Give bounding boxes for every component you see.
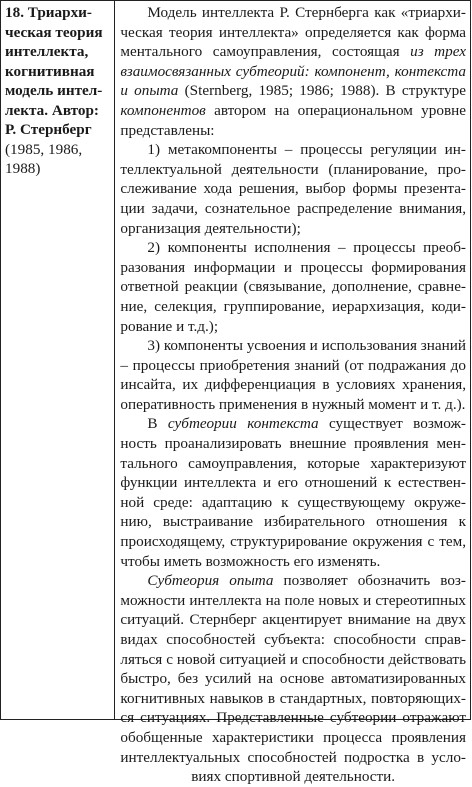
- text-line: [120, 356, 466, 376]
- text-line: [120, 473, 466, 493]
- text-line: [120, 121, 466, 141]
- text-line: [120, 62, 466, 82]
- text-segment: чтобы иметь возможность его изменять.: [120, 552, 381, 570]
- text-segment: видах способностей субъекта: способности справ-: [120, 631, 466, 648]
- text-line: [120, 140, 466, 160]
- topic-line: модель интел-: [5, 82, 103, 99]
- topic-cell: [1, 1, 115, 719]
- text-line: [120, 238, 466, 258]
- text-segment: разования информации и процессы формирования: [120, 258, 466, 276]
- topic-line: когнитивная: [5, 62, 95, 80]
- topic-line: лекта. Автор:: [5, 101, 99, 119]
- text-line: [120, 3, 466, 23]
- italic-text: из трех: [410, 43, 466, 61]
- text-segment: ции задачи, сознательное распределение внимания,: [120, 199, 466, 217]
- text-line: [120, 336, 466, 356]
- text-segment: ческая теория интеллекта» определяется как форма: [120, 23, 466, 41]
- text-line: [120, 454, 466, 474]
- text-segment: интеллектуальных способностей подростка в усло-: [120, 748, 466, 766]
- text-segment: 3) компоненты усвоения и использования знаний: [147, 337, 466, 355]
- text-line: [120, 650, 466, 670]
- topic-line: 18. Триархи-: [5, 4, 92, 21]
- text-segment: нию, выстраивание избирательного отношения к: [120, 513, 466, 531]
- text-line: [120, 689, 466, 709]
- text-line: [120, 277, 466, 297]
- text-segment: В: [147, 415, 168, 433]
- text-line: [120, 199, 466, 219]
- topic-line: 1988): [5, 160, 41, 177]
- text-line: [120, 81, 466, 101]
- text-line: [120, 552, 466, 572]
- text-segment: оперативность применения в нужный момент и т. д.).: [120, 395, 466, 413]
- text-line: [120, 375, 466, 395]
- text-segment: слеживание хода решения, выбор формы презента-: [120, 180, 466, 198]
- text-line: [120, 414, 466, 434]
- text-segment: существует возмож-: [318, 415, 466, 433]
- text-segment: когнитивных навыков в стандартных, повторяющих-: [120, 689, 466, 707]
- text-line: [120, 630, 466, 650]
- text-line: [120, 591, 466, 611]
- text-segment: функции интеллекта и его отношений к естествен-: [120, 474, 466, 492]
- text-segment: позволяет обозначить воз-: [273, 572, 466, 590]
- text-segment: инсайта, их дифференциация в условиях хранения,: [120, 376, 466, 394]
- topic-line: Р. Стернберг: [5, 121, 92, 138]
- text-segment: ность проанализировать внешние проявления мен-: [120, 435, 466, 453]
- text-segment: ситуаций. Стернберг акцентирует внимание на двух: [120, 611, 466, 629]
- text-segment: виях спортивной деятельности.: [191, 768, 396, 786]
- italic-text: Субтеория опыта: [147, 572, 274, 590]
- text-line: [120, 317, 466, 337]
- text-segment: теллектуальной деятельности (планирование, про-: [120, 160, 466, 178]
- text-line: [120, 669, 466, 689]
- topic-line: интеллекта,: [5, 43, 89, 60]
- text-segment: быстро, без усилий на основе автоматизированных: [120, 670, 466, 688]
- text-segment: можности интеллекта на поле новых и стереотипных: [120, 591, 466, 609]
- text-line: [120, 101, 466, 121]
- text-line: [120, 219, 466, 239]
- text-line: [120, 23, 466, 43]
- text-line: [120, 179, 466, 199]
- text-segment: автором на операциональном уровне: [205, 101, 466, 119]
- text-segment: ся ситуациях. Представленные субтеории отражают: [120, 709, 466, 727]
- topic-line: ческая теория: [5, 23, 103, 41]
- text-line: [120, 493, 466, 513]
- text-line: [120, 395, 466, 415]
- text-line: [120, 571, 466, 591]
- text-segment: тального самоуправления, которые характеризуют: [120, 454, 466, 472]
- text-line: [120, 532, 466, 552]
- text-segment: ответной реакции (связывание, дополнение, сравне-: [120, 278, 466, 296]
- text-segment: представлены:: [120, 121, 215, 139]
- text-segment: организация деятельности);: [120, 219, 301, 237]
- text-line: [120, 297, 466, 317]
- text-line: [120, 728, 466, 748]
- text-segment: Модель интеллекта Р. Стернберга как «триархи-: [147, 4, 466, 21]
- text-segment: ляться с новой ситуацией и способности действовать: [120, 650, 466, 668]
- text-line: [120, 610, 466, 630]
- text-line: [120, 748, 466, 768]
- text-segment: – процессы приобретения знаний (от подражания до: [120, 356, 466, 374]
- italic-text: взаимосвязанных субтеорий: компонент, контекста: [120, 62, 466, 80]
- italic-text: и опыта: [120, 82, 179, 100]
- text-segment: обобщенные характеристики процесса проявления: [120, 728, 466, 746]
- text-segment: рование и т.д.);: [120, 317, 219, 335]
- text-segment: 2) компоненты исполнения – процессы преоб-: [147, 239, 466, 257]
- text-line: [120, 160, 466, 180]
- text-segment: ментального самоуправления, состоящая: [120, 43, 411, 61]
- text-line: [120, 767, 466, 787]
- text-segment: (Sternberg, 1985; 1986; 1988). В структуре: [178, 82, 466, 100]
- text-segment: ной среде: адаптацию к существующему окруже-: [120, 493, 466, 511]
- text-line: [120, 42, 466, 62]
- text-segment: ние, селекция, группирование, иерархизация, коди-: [120, 297, 466, 315]
- text-line: [120, 512, 466, 532]
- text-line: [120, 708, 466, 728]
- text-segment: 1) метакомпоненты – процессы регуляции ин-: [147, 141, 466, 159]
- text-segment: происходящему, структурирование окружения с тем,: [120, 533, 466, 551]
- text-line: [120, 434, 466, 454]
- text-line: [120, 258, 466, 278]
- topic-line: (1985, 1986,: [5, 140, 83, 158]
- description-cell: [115, 1, 470, 786]
- italic-text: субтеории контекста: [167, 415, 319, 433]
- italic-text: компонентов: [120, 101, 206, 119]
